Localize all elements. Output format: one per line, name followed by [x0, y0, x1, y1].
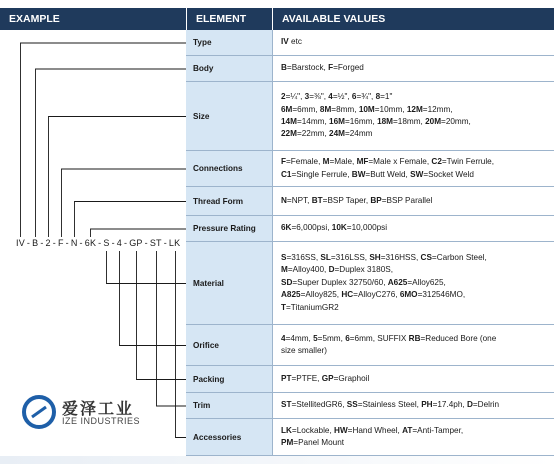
code-segment: ST [149, 238, 162, 248]
values-packing [272, 366, 554, 393]
value-line: M=Alloy400, D=Duplex 3180S, [281, 265, 393, 275]
value-line: S=316SS, SL=316LSS, SH=316HSS, CS=Carbon Steel, [281, 252, 487, 262]
value-line: LK=Lockable, HW=Hand Wheel, AT=Anti-Tamper, [281, 425, 464, 435]
connector-line [137, 251, 187, 380]
code-segment: S [103, 238, 110, 248]
code-separator: - [40, 238, 44, 248]
values-pressure-rating [272, 216, 554, 242]
code-separator: - [26, 238, 31, 248]
connector-line [91, 229, 187, 237]
ize-logo-icon [22, 395, 56, 429]
element-label-trim: Trim [186, 393, 272, 419]
element-label-type: Type [186, 30, 272, 56]
values-material [272, 242, 554, 325]
values-type [272, 30, 554, 56]
value-line: 6M=6mm, 8M=8mm, 10M=10mm, 12M=12mm, [281, 104, 453, 114]
values-connections [272, 151, 554, 187]
value-line: size smaller) [281, 346, 327, 355]
code-separator: - [124, 238, 128, 248]
company-logo [22, 395, 182, 431]
value-line: PT=PTFE, GP=Graphoil [281, 373, 370, 383]
value-line: F=Female, M=Male, MF=Male x Female, C2=Twin Ferrule, [281, 157, 494, 167]
connector-line [36, 69, 187, 237]
value-line: T=TitaniumGR2 [281, 302, 339, 312]
value-line: B=Barstock, F=Forged [281, 63, 364, 73]
code-segment: IV [16, 238, 25, 248]
code-segment: LK [168, 238, 181, 248]
value-line: IV etc [281, 37, 302, 47]
logo-chinese-name: 爱泽工业 [62, 399, 135, 418]
element-label-size: Size [186, 82, 272, 151]
code-separator: - [163, 238, 167, 248]
value-line: 4=4mm, 5=5mm, 6=6mm, SUFFIX RB=Reduced Bore (one [281, 333, 497, 343]
value-line: A825=Alloy825, HC=AlloyC276, 6MO=312546MO, [281, 290, 466, 300]
value-line: PM=Panel Mount [281, 438, 345, 447]
header-example: EXAMPLE [0, 8, 186, 30]
logo-english-name: IZE INDUSTRIES [62, 416, 141, 426]
values-orifice [272, 325, 554, 366]
connector-line [62, 169, 187, 237]
element-label-body: Body [186, 56, 272, 82]
code-separator: - [52, 238, 56, 248]
element-label-thread-form: Thread Form [186, 187, 272, 216]
value-line: 22M=22mm, 24M=24mm [281, 129, 373, 139]
values-body [272, 56, 554, 82]
element-label-packing: Packing [186, 366, 272, 393]
connector-line [49, 117, 187, 238]
connector-line [107, 251, 187, 284]
element-label-orifice: Orifice [186, 325, 272, 366]
code-separator: - [65, 238, 69, 248]
element-label-pressure-rating: Pressure Rating [186, 216, 272, 242]
values-thread-form [272, 187, 554, 216]
code-segment: 4 [116, 238, 122, 248]
value-line: 14M=14mm, 16M=16mm, 18M=18mm, 20M=20mm, [281, 117, 471, 126]
element-label-material: Material [186, 242, 272, 325]
element-label-connections: Connections [186, 151, 272, 187]
example-code [16, 238, 182, 250]
value-line: 6K=6,000psi, 10K=10,000psi [281, 223, 388, 233]
value-line: ST=StellitedGR6, SS=Stainless Steel, PH=17.4ph, D=Delrin [281, 400, 500, 410]
values-accessories [272, 419, 554, 456]
code-segment: GP [129, 238, 143, 248]
connector-line [75, 202, 187, 238]
connector-line [120, 251, 187, 346]
value-line: C1=Single Ferrule, BW=Butt Weld, SW=Socket Weld [281, 169, 474, 179]
values-trim [272, 393, 554, 419]
value-line: 2=¼", 3=⅜", 4=½", 6=¾", 8=1" [281, 92, 393, 102]
code-separator: - [98, 238, 102, 248]
value-line: N=NPT, BT=BSP Taper, BP=BSP Parallel [281, 195, 433, 205]
connector-line [157, 251, 187, 406]
code-separator: - [111, 238, 115, 248]
code-segment: F [57, 238, 64, 248]
code-separator: - [144, 238, 148, 248]
footer-bar [0, 456, 554, 464]
header-available-values: AVAILABLE VALUES [272, 8, 554, 30]
code-segment: 2 [45, 238, 51, 248]
connector-line [21, 43, 187, 237]
code-segment: B [32, 238, 39, 248]
value-line: SD=Super Duplex 32750/60, A625=Alloy625, [281, 277, 446, 287]
code-segment: 6K [84, 238, 97, 248]
header-element: ELEMENT [186, 8, 272, 30]
element-label-accessories: Accessories [186, 419, 272, 456]
code-segment: N [70, 238, 78, 248]
code-separator: - [79, 238, 83, 248]
values-size [272, 82, 554, 151]
